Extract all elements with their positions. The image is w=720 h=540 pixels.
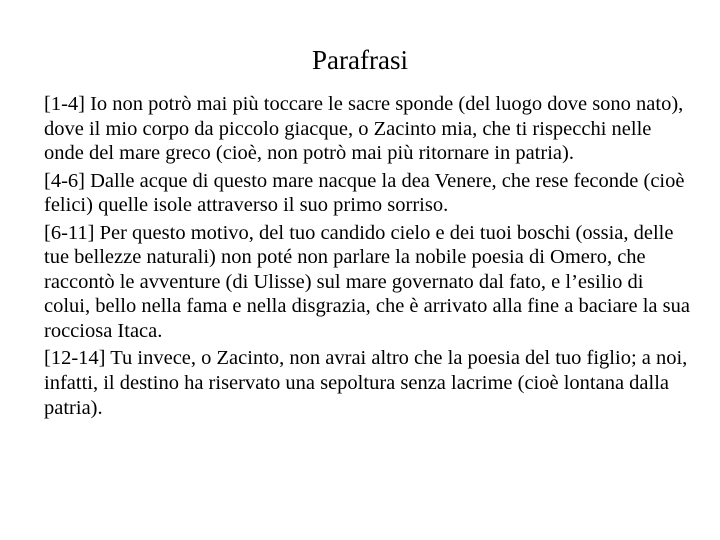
paragraph-1-4: [1-4] Io non potrò mai più toccare le sacre sponde (del luogo dove sono nato), dove il mio corpo da piccolo giacque, o Zacinto mia, che ti rispecchi nelle onde del mare greco (cioè, non potrò mai più ritornare in patria).: [44, 93, 684, 165]
page-title: Parafrasi: [312, 45, 408, 75]
paragraph-4-6: [4-6] Dalle acque di questo mare nacque la dea Venere, che rese feconde (cioè felici) quelle isole attraverso il suo primo sorriso.: [44, 169, 685, 217]
paragraph-6-11: [6-11] Per questo motivo, del tuo candido cielo e dei tuoi boschi (ossia, delle tue bellezze naturali) non poté non parlare la nobile poesia di Omero, che raccontò le avventure (di Ulisse) sul mare governato dal fato, e l’esilio di colui, bello nella fama e nella disgrazia, che è arrivato alla fine a baciare la sua rocciosa Itaca.: [44, 221, 690, 342]
paraphrase-body: [44, 92, 692, 423]
paragraph-12-14: [12-14] Tu invece, o Zacinto, non avrai altro che la poesia del tuo figlio; a noi, infatti, il destino ha riservato una sepoltura senza lacrime (cioè lontana dalla patria).: [44, 347, 688, 419]
